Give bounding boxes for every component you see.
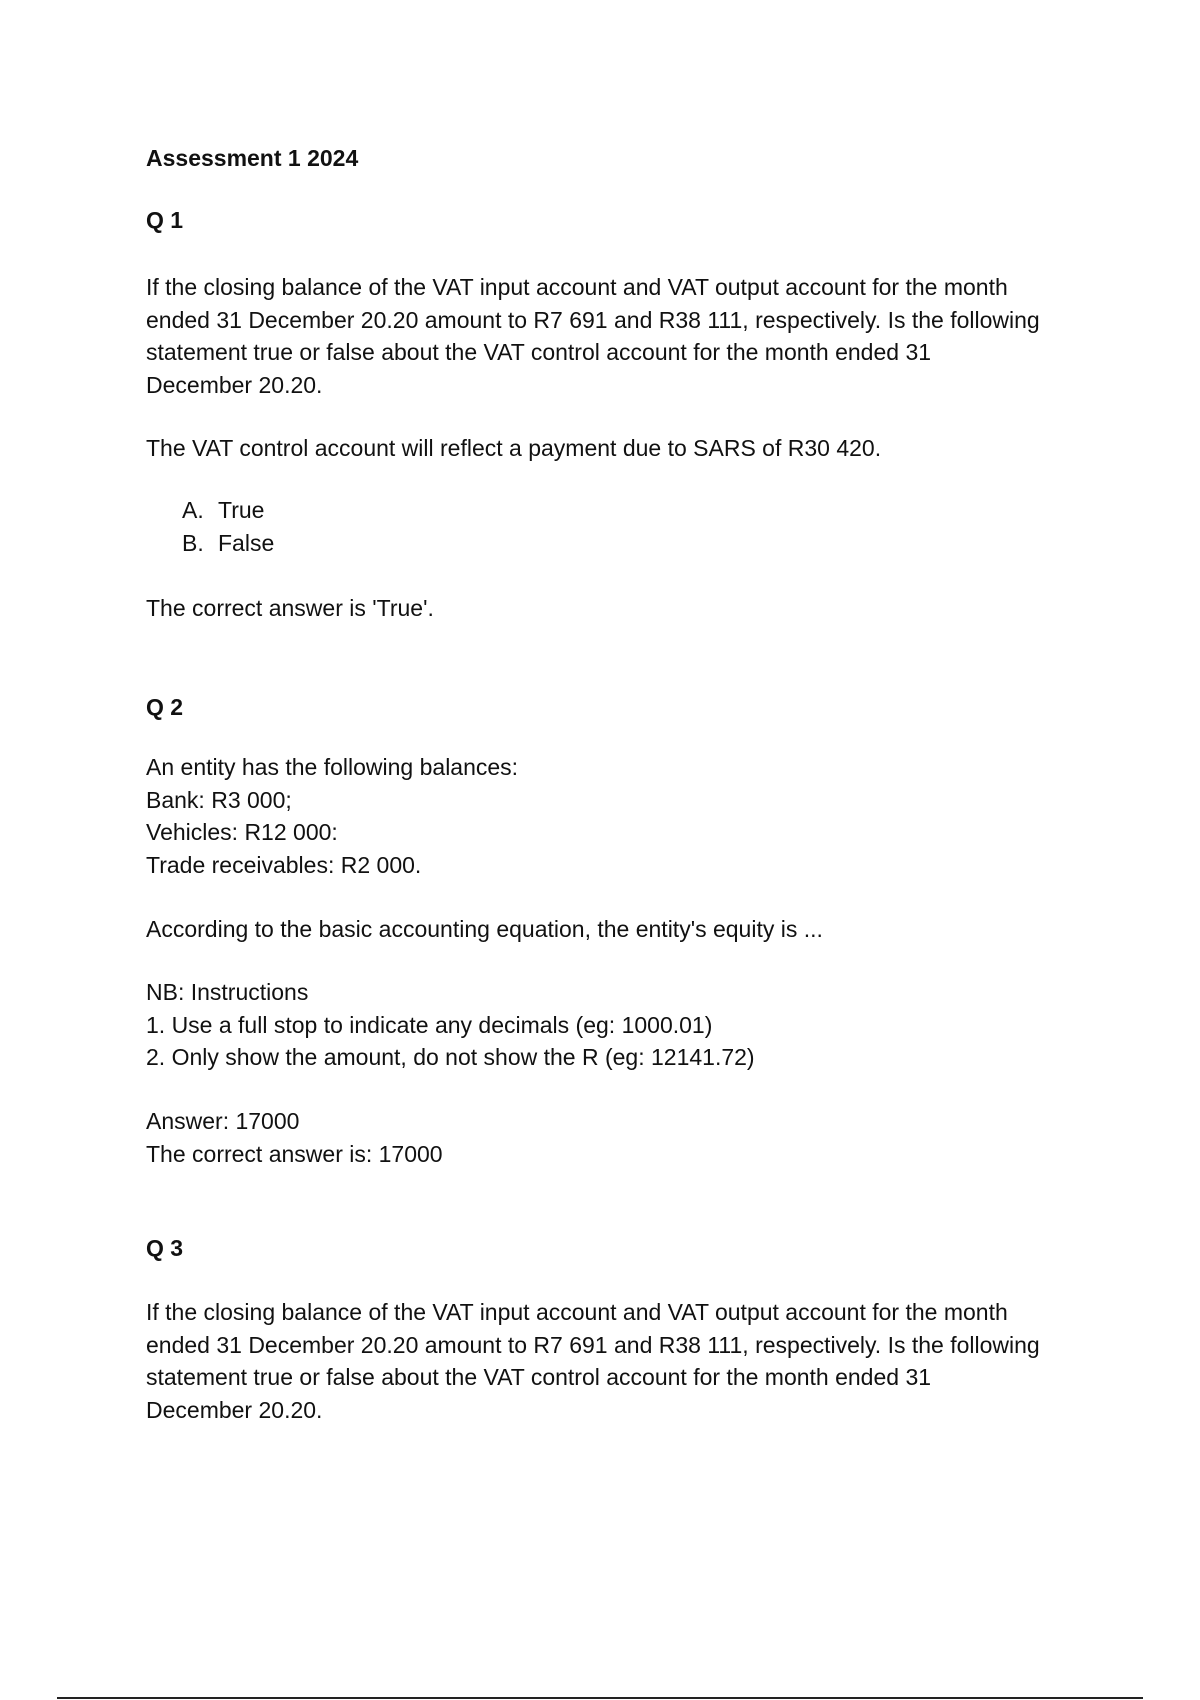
q3-heading: Q 3: [146, 1235, 184, 1261]
q1-stem-line: If the closing balance of the VAT input account and VAT output account for the month: [146, 274, 1008, 300]
q2-instruction-item: 1. Use a full stop to indicate any decimals (eg: 1000.01): [146, 1011, 713, 1038]
q2-instruction-item: 2. Only show the amount, do not show the R (eg: 12141.72): [146, 1044, 755, 1070]
q2-balances-intro: An entity has the following balances:: [146, 754, 519, 780]
q1-stem-line: statement true or false about the VAT control account for the month ended 31: [146, 339, 932, 365]
document-title: Assessment 1 2024: [146, 145, 359, 171]
q2-heading: Q 2: [146, 694, 184, 720]
q2-balance-item: Bank: R3 000;: [146, 786, 292, 813]
q3-stem: [146, 1296, 1106, 1426]
q1-statement: The VAT control account will reflect a payment due to SARS of R30 420.: [146, 435, 882, 461]
q2-question: According to the basic accounting equation, the entity's equity is ...: [146, 916, 823, 942]
q2-correct-answer: The correct answer is: 17000: [146, 1140, 443, 1167]
q1-option-a: [182, 494, 274, 527]
q2-instructions: [146, 976, 1106, 1074]
q2-instructions-heading: NB: Instructions: [146, 979, 309, 1005]
q2-balance-item: Vehicles: R12 000:: [146, 819, 338, 845]
q1-answer: The correct answer is 'True'.: [146, 595, 434, 621]
q1-stem: [146, 271, 1106, 401]
q3-stem-line: December 20.20.: [146, 1396, 323, 1423]
q1-stem-line: December 20.20.: [146, 371, 323, 398]
q2-answers: [146, 1105, 1106, 1170]
q3-stem-line: ended 31 December 20.20 amount to R7 691 and R38 111, respectively. Is the following: [146, 1331, 1040, 1358]
q3-stem-line: If the closing balance of the VAT input account and VAT output account for the month: [146, 1299, 1008, 1325]
option-letter: B.: [182, 529, 204, 556]
q2-balance-item: Trade receivables: R2 000.: [146, 851, 422, 878]
q1-option-b: [182, 527, 274, 560]
option-text: True: [218, 497, 265, 523]
q1-heading: Q 1: [146, 207, 184, 233]
q1-options: [182, 494, 274, 559]
q1-stem-line: ended 31 December 20.20 amount to R7 691 and R38 111, respectively. Is the following: [146, 306, 1040, 333]
q2-answer-given: Answer: 17000: [146, 1108, 300, 1134]
q3-stem-line: statement true or false about the VAT control account for the month ended 31: [146, 1364, 932, 1390]
option-letter: A.: [182, 497, 204, 523]
option-text: False: [218, 529, 275, 556]
q2-balances: [146, 751, 1106, 881]
page-bottom-divider: [57, 1697, 1143, 1699]
